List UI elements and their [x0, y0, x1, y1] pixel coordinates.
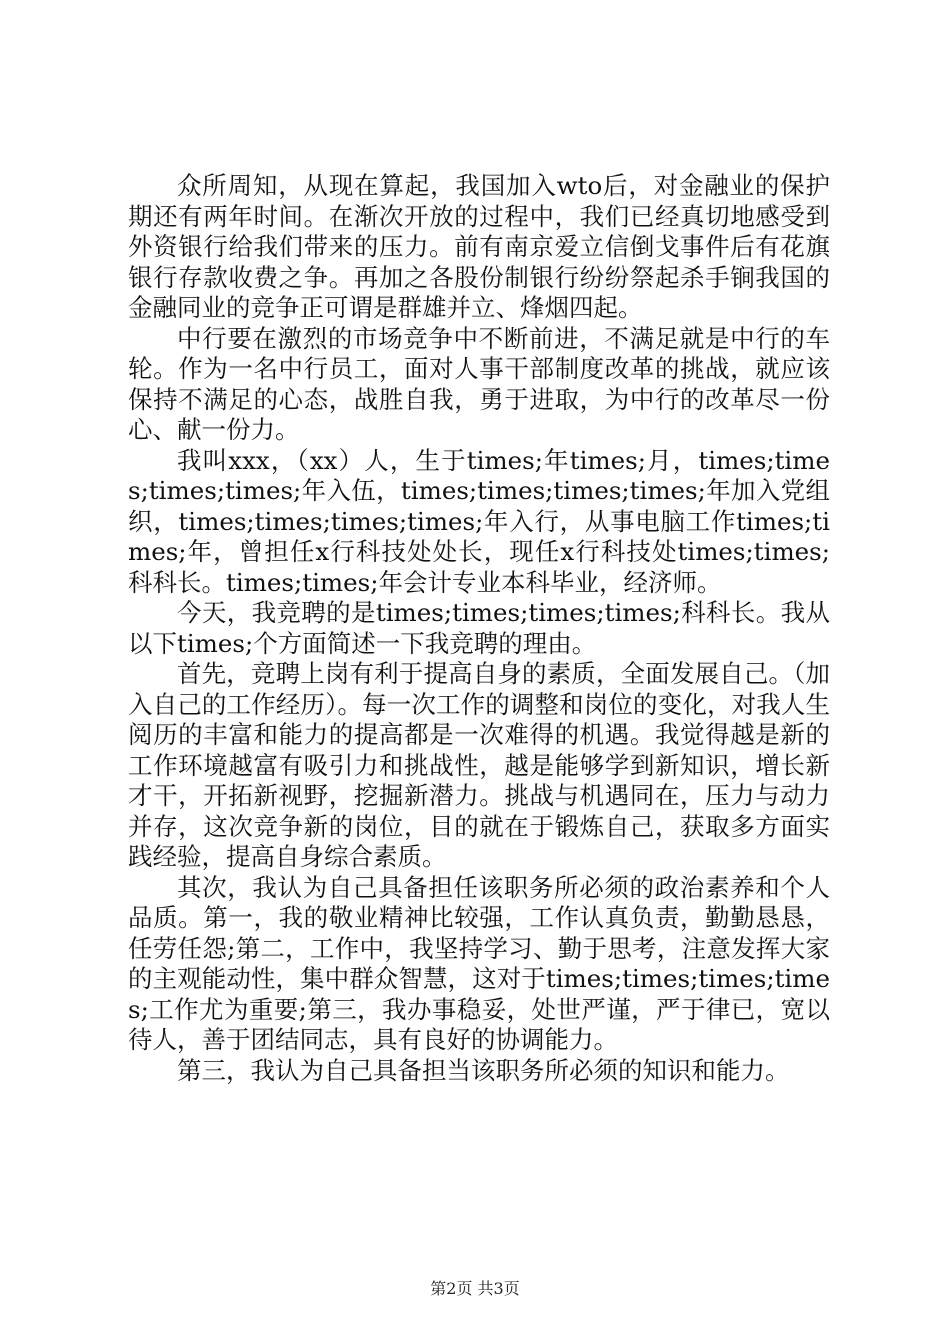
paragraph-second-reason: 其次，我认为自己具备担任该职务所必须的政治素养和个人品质。第一，我的敬业精神比较强，工作认真负责，勤勤恳恳，任劳任怨;第二，工作中，我坚持学习、勤于思考，注意发挥大家的主观能动性，集中群众智慧，这对于times;times;times;times;工作尤为重要;第三，我办事稳妥，处世严谨，严于律已，宽以待人，善于团结同志，具有良好的协调能力。 — [128, 872, 830, 1054]
paragraph-self-introduction: 我叫xxx，（xx）人，生于times;年times;月，times;times;times;times;年入伍，times;times;times;times;年加入党组织，times;times;times;times;年入行，从事电脑工作times;times;年，曾担任x行科技处处长，现任x行科技处times;times;科科长。times;times;年会计专业本科毕业，经济师。 — [128, 445, 830, 597]
document-body — [128, 171, 830, 1086]
paragraph-intro: 众所周知，从现在算起，我国加入wto后，对金融业的保护期还有两年时间。在渐次开放的过程中，我们已经真切地感受到外资银行给我们带来的压力。前有南京爱立信倒戈事件后有花旗银行存款收费之争。再加之各股份制银行纷纷祭起杀手锏我国的金融同业的竞争正可谓是群雄并立、烽烟四起。 — [128, 171, 830, 322]
page-number-footer: 第2页 共3页 — [430, 1279, 520, 1298]
paragraph-third-reason: 第三，我认为自己具备担当该职务所必须的知识和能力。 — [177, 1055, 790, 1085]
paragraph-bank: 中行要在激烈的市场竞争中不断前进，不满足就是中行的车轮。作为一名中行员工，面对人事干部制度改革的挑战，就应该保持不满足的心态，战胜自我，勇于进取，为中行的改革尽一份心、献一份力。 — [128, 323, 830, 444]
paragraph-first-reason: 首先，竞聘上岗有利于提高自身的素质，全面发展自己。（加入自己的工作经历）。每一次工作的调整和岗位的变化，对我人生阅历的丰富和能力的提高都是一次难得的机遇。我觉得越是新的工作环境越富有吸引力和挑战性，越是能够学到新知识，增长新才干，开拓新视野，挖掘新潜力。挑战与机遇同在，压力与动力并存，这次竞争新的岗位，目的就在于锻炼自己，获取多方面实践经验，提高自身综合素质。 — [128, 659, 830, 871]
paragraph-position: 今天，我竞聘的是times;times;times;times;科科长。我从以下times;个方面简述一下我竞聘的理由。 — [128, 598, 830, 658]
